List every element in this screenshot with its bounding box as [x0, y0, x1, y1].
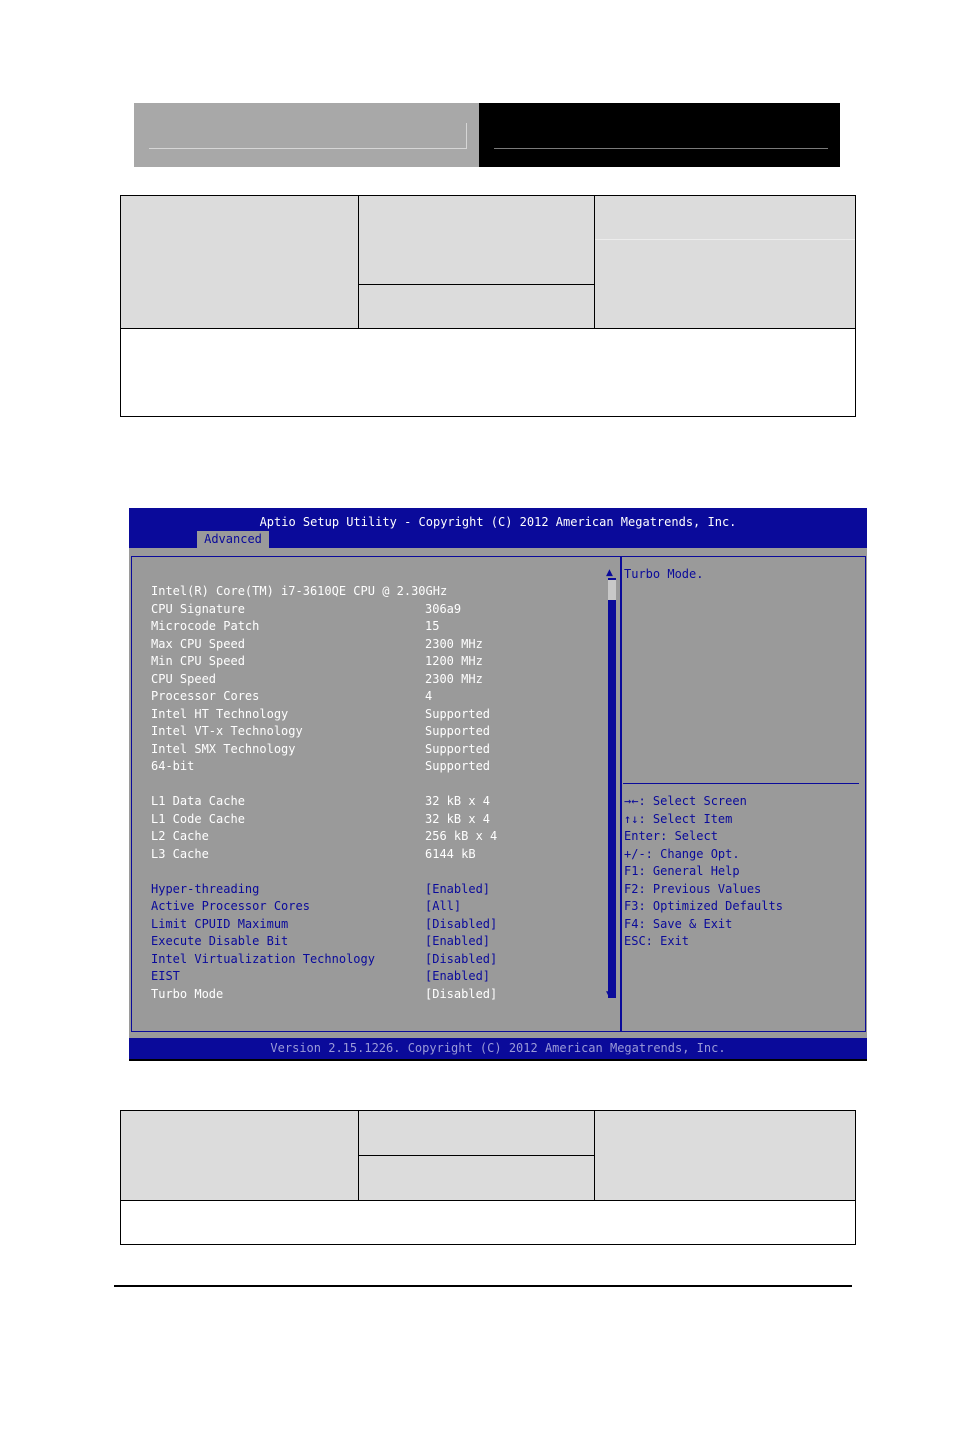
cache-value: 6144 kB: [425, 846, 476, 861]
option-hyper-threading[interactable]: Hyper-threading: [151, 881, 260, 896]
bios-screen: [129, 508, 867, 1061]
option-cell-choices: [359, 1111, 595, 1200]
scrollbar[interactable]: [608, 578, 616, 998]
info-label: 64-bit: [151, 759, 195, 773]
info-value: 306a9: [425, 601, 462, 616]
cache-label: L3 Cache: [151, 846, 209, 861]
option-cell-name: [121, 1111, 359, 1200]
key-hint: Enter: Select: [624, 829, 718, 843]
key-hint: +/-: Change Opt.: [624, 846, 740, 861]
key-hint: ↑↓: Select Item: [624, 811, 733, 826]
info-value: 2300 MHz: [425, 671, 483, 686]
bios-footer-bar: [129, 1038, 867, 1059]
info-value: 2300 MHz: [425, 636, 483, 651]
option-execute-disable-bit[interactable]: Execute Disable Bit: [151, 934, 289, 948]
bios-title-bar: [129, 508, 867, 548]
cpu-name: Intel(R) Core(TM) i7-3610QE CPU @ 2.30GHz: [151, 584, 448, 598]
info-label: Intel HT Technology: [151, 706, 289, 721]
header-banner-left: [134, 103, 479, 167]
key-hint: F3: Optimized Defaults: [624, 899, 783, 913]
option-table-top: [120, 195, 856, 417]
info-value: 4: [425, 689, 433, 703]
option-cell-choices: [359, 196, 595, 328]
info-label: Intel SMX Technology: [151, 741, 296, 756]
info-value: 15: [425, 619, 440, 633]
option-eist-value[interactable]: [Enabled]: [425, 969, 491, 983]
help-separator: [623, 783, 859, 784]
option-cell-location: [595, 1111, 855, 1200]
footer-rule: [114, 1285, 852, 1287]
option-intel-virtualization-value[interactable]: [Disabled]: [425, 951, 498, 966]
info-label: Min CPU Speed: [151, 654, 245, 668]
option-eist[interactable]: EIST: [151, 969, 180, 983]
option-active-processor-cores-value[interactable]: [All]: [425, 899, 462, 913]
help-text: Turbo Mode.: [624, 567, 704, 581]
option-active-processor-cores[interactable]: Active Processor Cores: [151, 899, 310, 913]
bios-footer: Version 2.15.1226. Copyright (C) 2012 American Megatrends, Inc.: [270, 1041, 726, 1055]
header-banner-right: [479, 103, 840, 167]
option-table-bottom: [120, 1110, 856, 1245]
header-rule-right: [494, 148, 828, 149]
option-turbo-mode-value[interactable]: [Disabled]: [425, 986, 498, 1001]
option-hyper-threading-value[interactable]: [Enabled]: [425, 881, 491, 896]
info-label: CPU Speed: [151, 671, 217, 686]
scroll-down-icon[interactable]: ▼: [606, 990, 613, 1000]
info-value: 1200 MHz: [425, 654, 483, 668]
info-label: CPU Signature: [151, 601, 245, 616]
info-value: Supported: [425, 706, 491, 721]
option-cell-location: [595, 196, 855, 328]
option-cell-split: [595, 239, 855, 240]
cache-value: 32 kB x 4: [425, 794, 491, 808]
cache-label: L2 Cache: [151, 829, 209, 843]
option-table-bottom-header-row: [121, 1111, 855, 1201]
option-limit-cpuid-value[interactable]: [Disabled]: [425, 916, 498, 931]
info-label: Processor Cores: [151, 689, 260, 703]
tab-advanced[interactable]: Advanced: [197, 531, 269, 548]
info-label: Intel VT-x Technology: [151, 724, 303, 738]
cache-label: L1 Code Cache: [151, 811, 245, 826]
header-rule-left: [149, 148, 467, 149]
option-execute-disable-bit-value[interactable]: [Enabled]: [425, 934, 491, 948]
option-cell-name: [121, 196, 359, 328]
key-hint: F4: Save & Exit: [624, 916, 733, 931]
cache-label: L1 Data Cache: [151, 794, 245, 808]
info-label: Max CPU Speed: [151, 636, 245, 651]
cache-value: 256 kB x 4: [425, 829, 498, 843]
scroll-up-icon[interactable]: ▲: [606, 568, 613, 578]
option-limit-cpuid[interactable]: Limit CPUID Maximum: [151, 916, 289, 931]
option-table-top-header-row: [121, 196, 855, 329]
option-turbo-mode[interactable]: Turbo Mode: [151, 986, 224, 1001]
option-intel-virtualization[interactable]: Intel Virtualization Technology: [151, 951, 375, 966]
info-value: Supported: [425, 741, 491, 756]
bios-title: Aptio Setup Utility - Copyright (C) 2012 American Megatrends, Inc.: [259, 515, 737, 529]
info-label: Microcode Patch: [151, 619, 260, 633]
option-cell-split: [359, 284, 594, 285]
cache-value: 32 kB x 4: [425, 811, 491, 826]
key-hint: F2: Previous Values: [624, 881, 762, 896]
option-cell-split: [359, 1155, 594, 1156]
info-value: Supported: [425, 724, 491, 738]
key-hint: →←: Select Screen: [624, 794, 747, 808]
scrollbar-thumb[interactable]: [608, 580, 616, 600]
header-divider: [466, 123, 467, 149]
info-value: Supported: [425, 759, 491, 773]
key-hint: ESC: Exit: [624, 934, 690, 948]
key-hint: F1: General Help: [624, 864, 740, 878]
